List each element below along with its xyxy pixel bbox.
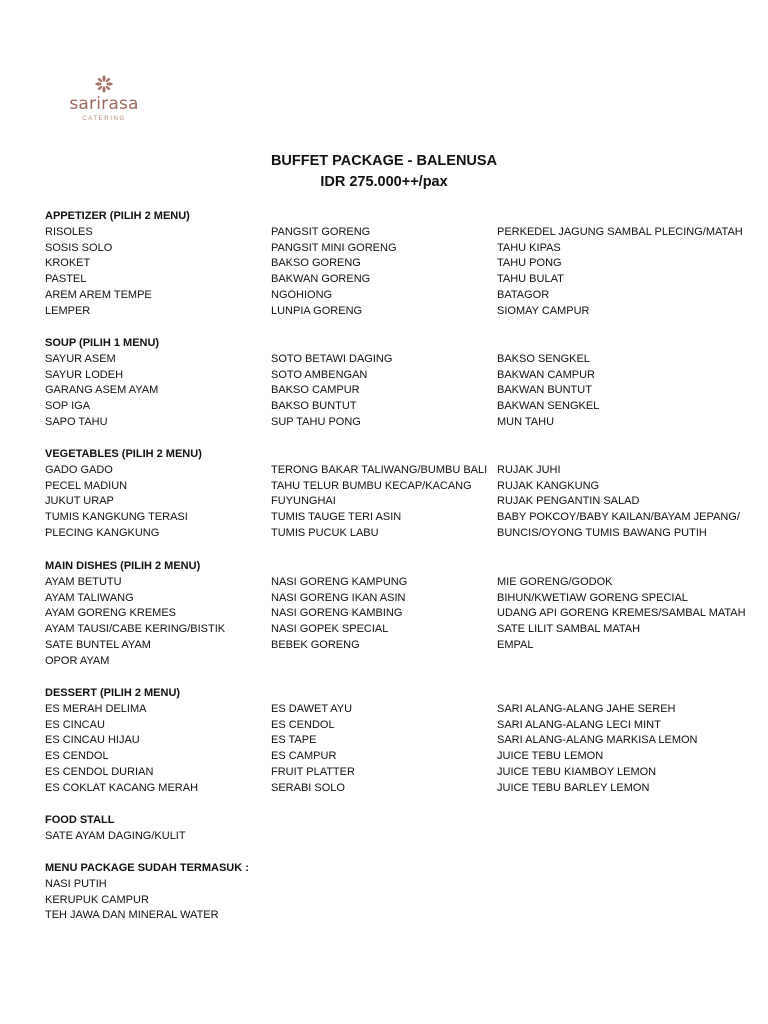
menu-item: SOTO AMBENGAN xyxy=(271,368,368,381)
menu-item: SARI ALANG-ALANG MARKISA LEMON xyxy=(497,734,698,747)
package-price: IDR 275.000++/pax xyxy=(320,174,448,190)
menu-item: ES COKLAT KACANG MERAH xyxy=(45,781,199,794)
menu-item: JUKUT URAP xyxy=(45,495,114,508)
menu-column-1 xyxy=(45,463,188,542)
menu-column-3 xyxy=(497,352,599,431)
menu-item: JUICE TEBU LEMON xyxy=(497,750,604,763)
menu-column-2 xyxy=(271,702,355,797)
menu-item: GARANG ASEM AYAM xyxy=(45,384,159,397)
menu-item: PANGSIT GORENG xyxy=(271,225,371,238)
menu-item: BAKWAN SENGKEL xyxy=(497,400,600,413)
menu-item: ES CINCAU HIJAU xyxy=(45,734,140,747)
menu-item: MUN TAHU xyxy=(497,415,555,428)
menu-item: NASI GORENG IKAN ASIN xyxy=(271,591,406,604)
menu-item: NASI GORENG KAMBING xyxy=(271,607,403,620)
menu-item: BUNCIS/OYONG TUMIS BAWANG PUTIH xyxy=(497,526,707,539)
brand-name: sarirasa xyxy=(69,94,139,114)
menu-item: TERONG BAKAR TALIWANG/BUMBU BALI xyxy=(271,463,488,476)
section-heading: SOUP (PILIH 1 MENU) xyxy=(45,337,160,349)
menu-item: TUMIS PUCUK LABU xyxy=(271,526,379,539)
section-heading: DESSERT (PILIH 2 MENU) xyxy=(45,687,181,699)
menu-item: SARI ALANG-ALANG JAHE SEREH xyxy=(497,702,676,715)
menu-item: TUMIS KANGKUNG TERASI xyxy=(45,511,188,524)
menu-item: ES CENDOL xyxy=(45,750,109,763)
flower-emblem-icon xyxy=(94,74,114,94)
menu-item: SAPO TAHU xyxy=(45,415,108,428)
menu-item: RUJAK JUHI xyxy=(497,463,561,476)
menu-item: TAHU KIPAS xyxy=(497,241,561,254)
menu-item: PANGSIT MINI GORENG xyxy=(271,241,397,254)
menu-item: OPOR AYAM xyxy=(45,654,110,667)
menu-item: BAKWAN CAMPUR xyxy=(497,368,595,381)
menu-item: ES CAMPUR xyxy=(271,750,337,763)
menu-item: SATE LILIT SAMBAL MATAH xyxy=(497,623,641,636)
menu-item: EMPAL xyxy=(497,638,534,651)
menu-item: UDANG API GORENG KREMES/SAMBAL MATAH xyxy=(497,607,746,620)
menu-column-1 xyxy=(45,877,219,924)
menu-item: SUP TAHU PONG xyxy=(271,415,361,428)
menu-item: BEBEK GORENG xyxy=(271,638,360,651)
menu-item: SOSIS SOLO xyxy=(45,241,113,254)
menu-item: PERKEDEL JAGUNG SAMBAL PLECING/MATAH xyxy=(497,225,743,238)
menu-item: RISOLES xyxy=(45,225,93,238)
brand-logo xyxy=(66,74,142,128)
menu-item: KROKET xyxy=(45,257,91,270)
menu-item: JUICE TEBU BARLEY LEMON xyxy=(497,781,650,794)
menu-item: NASI GOPEK SPECIAL xyxy=(271,623,389,636)
brand-subtitle: CATERING xyxy=(82,116,126,122)
menu-item: SOTO BETAWI DAGING xyxy=(271,352,393,365)
menu-item: ES MERAH DELIMA xyxy=(45,702,147,715)
menu-item: LEMPER xyxy=(45,304,91,317)
menu-item: NGOHIONG xyxy=(271,288,333,301)
menu-item: TUMIS TAUGE TERI ASIN xyxy=(271,511,402,524)
menu-item: ES CENDOL xyxy=(271,718,335,731)
menu-column-3 xyxy=(497,702,698,797)
menu-item: TAHU TELUR BUMBU KECAP/KACANG xyxy=(271,479,472,492)
menu-item: BABY POKCOY/BABY KAILAN/BAYAM JEPANG/ xyxy=(497,511,740,524)
menu-item: SIOMAY CAMPUR xyxy=(497,304,590,317)
menu-item: BAKWAN BUNTUT xyxy=(497,384,592,397)
menu-column-2 xyxy=(271,575,407,654)
menu-column-2 xyxy=(271,463,487,542)
package-title: BUFFET PACKAGE - BALENUSA xyxy=(270,153,498,169)
menu-item: ES CENDOL DURIAN xyxy=(45,765,154,778)
menu-item: SAYUR ASEM xyxy=(45,352,116,365)
menu-item: KERUPUK CAMPUR xyxy=(45,893,149,906)
menu-item: AYAM TAUSI/CABE KERING/BISTIK xyxy=(45,623,226,636)
menu-item: BAKWAN GORENG xyxy=(271,273,371,286)
menu-item: ES TAPE xyxy=(271,734,317,747)
menu-item: LUNPIA GORENG xyxy=(271,304,363,317)
menu-item: BAKSO CAMPUR xyxy=(271,384,360,397)
menu-item: JUICE TEBU KIAMBOY LEMON xyxy=(497,765,657,778)
menu-item: TAHU PONG xyxy=(497,257,562,270)
menu-column-1 xyxy=(45,575,225,670)
section-heading: MAIN DISHES (PILIH 2 MENU) xyxy=(45,560,201,572)
menu-item: TAHU BULAT xyxy=(497,273,564,286)
menu-item: FUYUNGHAI xyxy=(271,495,336,508)
menu-item: TEH JAWA DAN MINERAL WATER xyxy=(45,909,219,922)
section-heading: VEGETABLES (PILIH 2 MENU) xyxy=(45,448,202,460)
menu-item: NASI GORENG KAMPUNG xyxy=(271,575,408,588)
menu-item: SOP IGA xyxy=(45,400,91,413)
menu-column-1 xyxy=(45,225,152,320)
menu-item: SATE AYAM DAGING/KULIT xyxy=(45,829,186,842)
menu-item: NASI PUTIH xyxy=(45,877,107,890)
menu-item: BATAGOR xyxy=(497,288,550,301)
menu-column-1 xyxy=(45,702,198,797)
menu-item: ES DAWET AYU xyxy=(271,702,353,715)
menu-column-3 xyxy=(497,225,743,320)
menu-item: FRUIT PLATTER xyxy=(271,765,355,778)
menu-item: BIHUN/KWETIAW GORENG SPECIAL xyxy=(497,591,688,604)
menu-column-2 xyxy=(271,352,392,431)
menu-item: AYAM TALIWANG xyxy=(45,591,134,604)
menu-item: PLECING KANGKUNG xyxy=(45,526,160,539)
menu-item: SARI ALANG-ALANG LECI MINT xyxy=(497,718,661,731)
menu-column-2 xyxy=(271,225,397,320)
menu-column-3 xyxy=(497,575,746,654)
menu-item: SATE BUNTEL AYAM xyxy=(45,638,151,651)
menu-item: PASTEL xyxy=(45,273,87,286)
menu-item: MIE GORENG/GODOK xyxy=(497,575,613,588)
menu-item: AYAM BETUTU xyxy=(45,575,122,588)
menu-item: SAYUR LODEH xyxy=(45,368,124,381)
menu-item: ES CINCAU xyxy=(45,718,105,731)
menu-column-1 xyxy=(45,352,158,431)
section-heading: APPETIZER (PILIH 2 MENU) xyxy=(45,210,190,222)
menu-column-1 xyxy=(45,829,186,845)
menu-column-3 xyxy=(497,463,740,542)
menu-item: BAKSO GORENG xyxy=(271,257,361,270)
section-heading: FOOD STALL xyxy=(45,814,115,826)
section-heading: MENU PACKAGE SUDAH TERMASUK : xyxy=(45,862,249,874)
menu-item: AREM AREM TEMPE xyxy=(45,288,152,301)
menu-item: GADO GADO xyxy=(45,463,113,476)
menu-item: SERABI SOLO xyxy=(271,781,345,794)
menu-item: AYAM GORENG KREMES xyxy=(45,607,177,620)
menu-item: BAKSO BUNTUT xyxy=(271,400,357,413)
menu-item: PECEL MADIUN xyxy=(45,479,128,492)
menu-item: RUJAK KANGKUNG xyxy=(497,479,600,492)
menu-item: RUJAK PENGANTIN SALAD xyxy=(497,495,640,508)
menu-item: BAKSO SENGKEL xyxy=(497,352,590,365)
